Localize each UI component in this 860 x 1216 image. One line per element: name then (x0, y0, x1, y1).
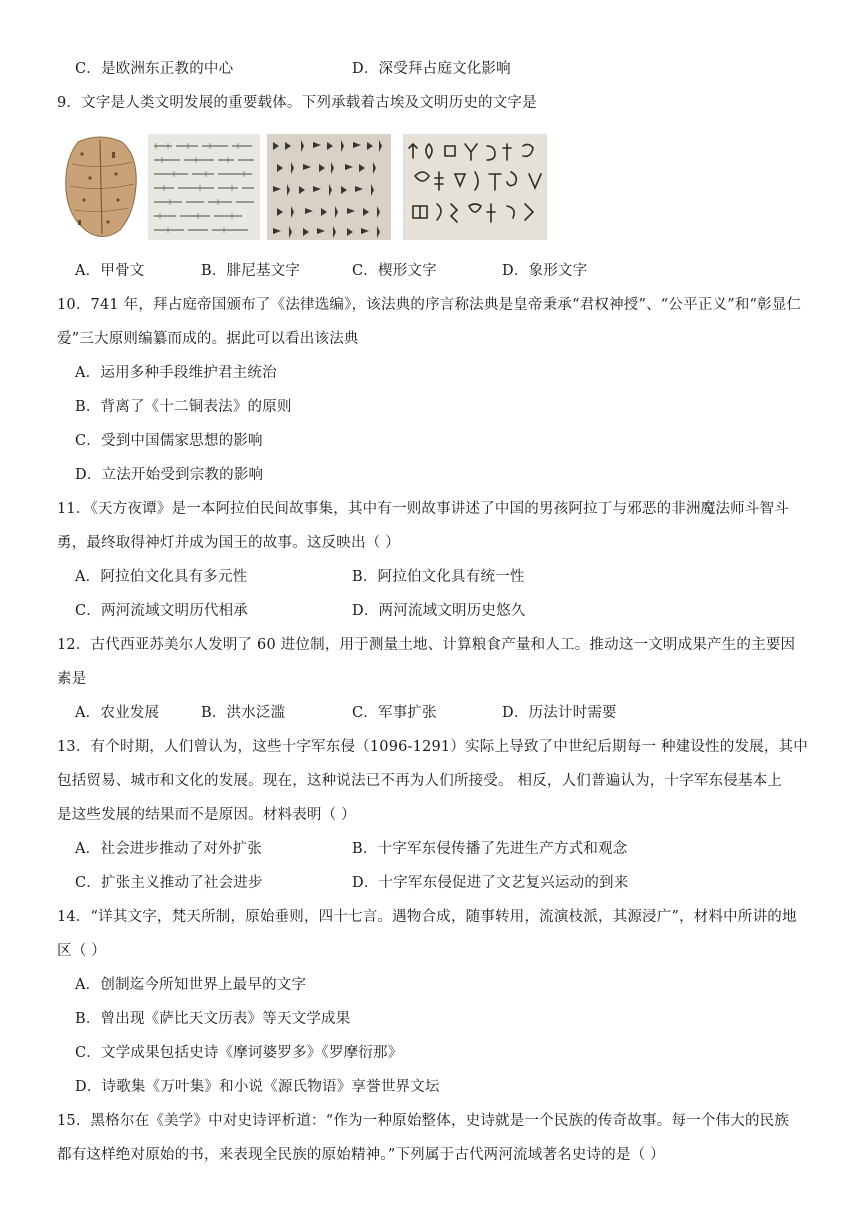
q13-option-c[interactable]: C．扩张主义推动了社会进步 (75, 875, 263, 891)
q12-option-c[interactable]: C．军事扩张 (352, 705, 437, 721)
q9-option-a[interactable]: A．甲骨文 (75, 263, 145, 279)
q8-option-c[interactable]: C．是欧洲东正教的中心 (75, 61, 234, 77)
q13-stem-line3: 是这些发展的结果而不是原因。材料表明（ ） (57, 807, 356, 823)
q14-stem-line2: 区（ ） (57, 943, 106, 959)
q11-option-c[interactable]: C．两河流域文明历代相承 (75, 603, 248, 619)
q14-option-a[interactable]: A．创制迄今所知世界上最早的文字 (75, 977, 307, 993)
q14-option-c[interactable]: C．文学成果包括史诗《摩诃婆罗多》《罗摩衍那》 (75, 1045, 403, 1061)
hieroglyph-image (403, 134, 547, 240)
q10-option-d[interactable]: D．立法开始受到宗教的影响 (75, 467, 264, 483)
q12-stem-line1: 12．古代西亚苏美尔人发明了 60 进位制，用于测量土地、计算粮食产量和人工。推动这一文明成果产生的主要因 (57, 637, 796, 653)
q11-stem-line2: 勇，最终取得神灯并成为国王的故事。这反映出（ ） (57, 535, 400, 551)
q11-option-b[interactable]: B．阿拉伯文化具有统一性 (352, 569, 525, 585)
q14-stem-line1: 14．“详其文字，梵天所制，原始垂则，四十七言。遇物合成，随事转用，流演枝派，其源浸广”，材料中所讲的地 (57, 909, 797, 925)
q15-stem-line2: 都有这样绝对原始的书，来表现全民族的原始精神。”下列属于古代两河流域著名史诗的是（ ） (57, 1147, 665, 1163)
q13-option-d[interactable]: D．十字军东侵促进了文艺复兴运动的到来 (352, 875, 629, 891)
q10-stem-line2: 爱”三大原则编纂而成的。据此可以看出该法典 (57, 331, 359, 347)
q8-option-d[interactable]: D．深受拜占庭文化影响 (352, 61, 511, 77)
q12-option-b[interactable]: B．洪水泛滥 (201, 705, 286, 721)
q14-option-d[interactable]: D．诗歌集《万叶集》和小说《源氏物语》享誉世界文坛 (75, 1079, 440, 1095)
q13-option-b[interactable]: B．十字军东侵传播了先进生产方式和观念 (352, 841, 628, 857)
q9-option-d[interactable]: D．象形文字 (502, 263, 588, 279)
q13-option-a[interactable]: A．社会进步推动了对外扩张 (75, 841, 263, 857)
q11-stem-line1: 11．《天方夜谭》是一本阿拉伯民间故事集，其中有一则故事讲述了中国的男孩阿拉丁与邪恶的非洲魔法师斗智斗 (57, 501, 789, 517)
q10-option-b[interactable]: B．背离了《十二铜表法》的原则 (75, 399, 292, 415)
q9-stem: 9．文字是人类文明发展的重要载体。下列承载着古埃及文明历史的文字是 (57, 95, 537, 111)
q12-option-d[interactable]: D．历法计时需要 (502, 705, 617, 721)
q15-stem-line1: 15．黑格尔在《美学》中对史诗评析道：“作为一种原始整体，史诗就是一个民族的传奇故事。每一个伟大的民族 (57, 1113, 790, 1129)
q9-option-c[interactable]: C．楔形文字 (352, 263, 437, 279)
q14-option-b[interactable]: B．曾出现《萨比天文历表》等天文学成果 (75, 1011, 351, 1027)
q12-option-a[interactable]: A．农业发展 (75, 705, 160, 721)
cuneiform-image (267, 134, 391, 240)
q13-stem-line1: 13．有个时期，人们曾认为，这些十字军东侵（1096-1291）实际上导致了中世纪后期每一 种建设性的发展，其中 (57, 739, 808, 755)
q12-stem-line2: 素是 (57, 671, 87, 687)
oracle-bone-image (60, 134, 142, 240)
q10-option-a[interactable]: A．运用多种手段维护君主统治 (75, 365, 277, 381)
q13-stem-line2: 包括贸易、城市和文化的发展。现在，这种说法已不再为人们所接受。 相反，人们普遍认为，十字军东侵基本上 (57, 773, 783, 789)
q10-option-c[interactable]: C．受到中国儒家思想的影响 (75, 433, 263, 449)
q11-option-d[interactable]: D．两河流域文明历史悠久 (352, 603, 526, 619)
q10-stem-line1: 10．741 年，拜占庭帝国颁布了《法律选编》，该法典的序言称法典是皇帝秉承“君权神授”、“公平正义”和“彰显仁 (57, 297, 802, 313)
q9-option-b[interactable]: B．腓尼基文字 (201, 263, 301, 279)
phoenician-script-image (148, 134, 260, 240)
q11-option-a[interactable]: A．阿拉伯文化具有多元性 (75, 569, 248, 585)
